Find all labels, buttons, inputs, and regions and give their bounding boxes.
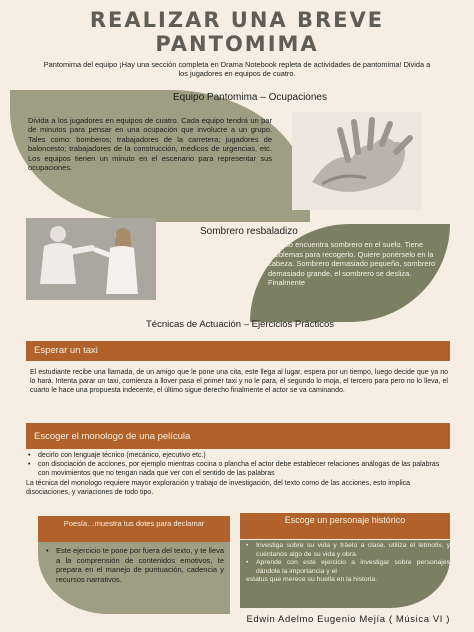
occupations-text: Divida a los jugadores en equipos de cuatro. Cada equipo tendrá un par de minutos para pensar en una ocupación que involucre a un grupo. Tales como: bomberos; trabajadores de la carretera; jugadores de baloncesto; trabajadores de la construcción, médicos de urgencias, etc. Los equipos tienen un minuto en el escenario para representar sus ocupaciones. (28, 116, 272, 173)
hat-text: Payaso encuentra sombrero en el suelo. Tiene problemas para recogerlo. Quiere ponérselo en la cabeza. Sombrero demasiado pequeño, sombrero demasiado grande, el sombrero se desliza. Finalmente (268, 240, 436, 288)
intro-text: Pantomima del equipo ¡Hay una sección completa en Drama Notebook repleta de actividades de pantomima! Divida a los jugadores en equipos de cuatro. (43, 60, 431, 78)
taxi-text: El estudiante recibe una llamada, de un amigo que le pone una cita, este llega al lugar, espera por un tiempo, luego decide que ya no lo hará. Intenta parar un taxi, comienza a llover pasa el primer taxi y no le para, el segundo lo moja, el tercero para pero no lo lleva, el cuarto le hace una propuesta indecente, el último sigue derecho finalmente el actor se va caminando. (30, 369, 448, 395)
techniques-heading: Técnicas de Actuación – Ejercicios Prácticos (146, 319, 334, 330)
title-line-1: REALIZAR UNA BREVE (89, 8, 385, 32)
historic-banner (240, 513, 450, 539)
historic-content (246, 542, 450, 585)
list-item: • Investiga sobre su vida y tráelo a clase. utiliza el letmotiv, y cuéntanos algo de su vida y obra. (246, 542, 450, 559)
list-item: • Aprende con este ejercicio a investigar sobre personajes dándole la importancia y el (246, 559, 450, 576)
historic-heading: Escoge un personaje histórico (284, 515, 406, 525)
monologue-banner (26, 423, 450, 449)
mime-hands-photo (292, 112, 422, 210)
page-title (0, 8, 474, 56)
poetry-banner (38, 516, 230, 542)
occupations-heading: Equipo Pantomima – Ocupaciones (173, 92, 327, 103)
title-line-2: PANTOMIMA (155, 32, 319, 56)
poetry-content (46, 546, 224, 584)
monologue-content (26, 451, 450, 497)
monologue-text: La técnica del monologo requiere mayor exploración y trabajo de investigación, del texto como de las acciones, esto implica disociaciones, y variaciones de todo tipo. (26, 479, 411, 496)
monologue-heading: Escoger el monologo de una película (34, 431, 191, 442)
historic-tail: estatus que merece su huella en la historia. (246, 576, 378, 584)
list-item: • decirlo con lenguaje técnico (mecánico, ejecutivo etc.) (26, 451, 450, 460)
taxi-heading: Esperar un taxi (34, 345, 98, 356)
taxi-banner (26, 341, 450, 361)
actors-photo (26, 218, 156, 300)
list-item: • Este ejercicio te pone por fuera del texto, y te lleva a la comprensión de contenidos emotivos, te prepara en el manejo de puntuación, cadencia y recursos narrativos. (46, 546, 224, 584)
author-credit: Edwin Adelmo Eugenio Mejía ( Música VI ) (246, 614, 450, 625)
poetry-heading: Poesía…muestra tus dotes para declamar (63, 519, 205, 528)
list-item: • con disociación de acciones, por ejemplo mientras cocina o plancha el actor debe establecer relaciones análogas de las palabras con movimientos que no tengan nada que ver con el sentido de las palabras (26, 460, 450, 478)
hat-heading: Sombrero resbaladizo (200, 226, 298, 237)
